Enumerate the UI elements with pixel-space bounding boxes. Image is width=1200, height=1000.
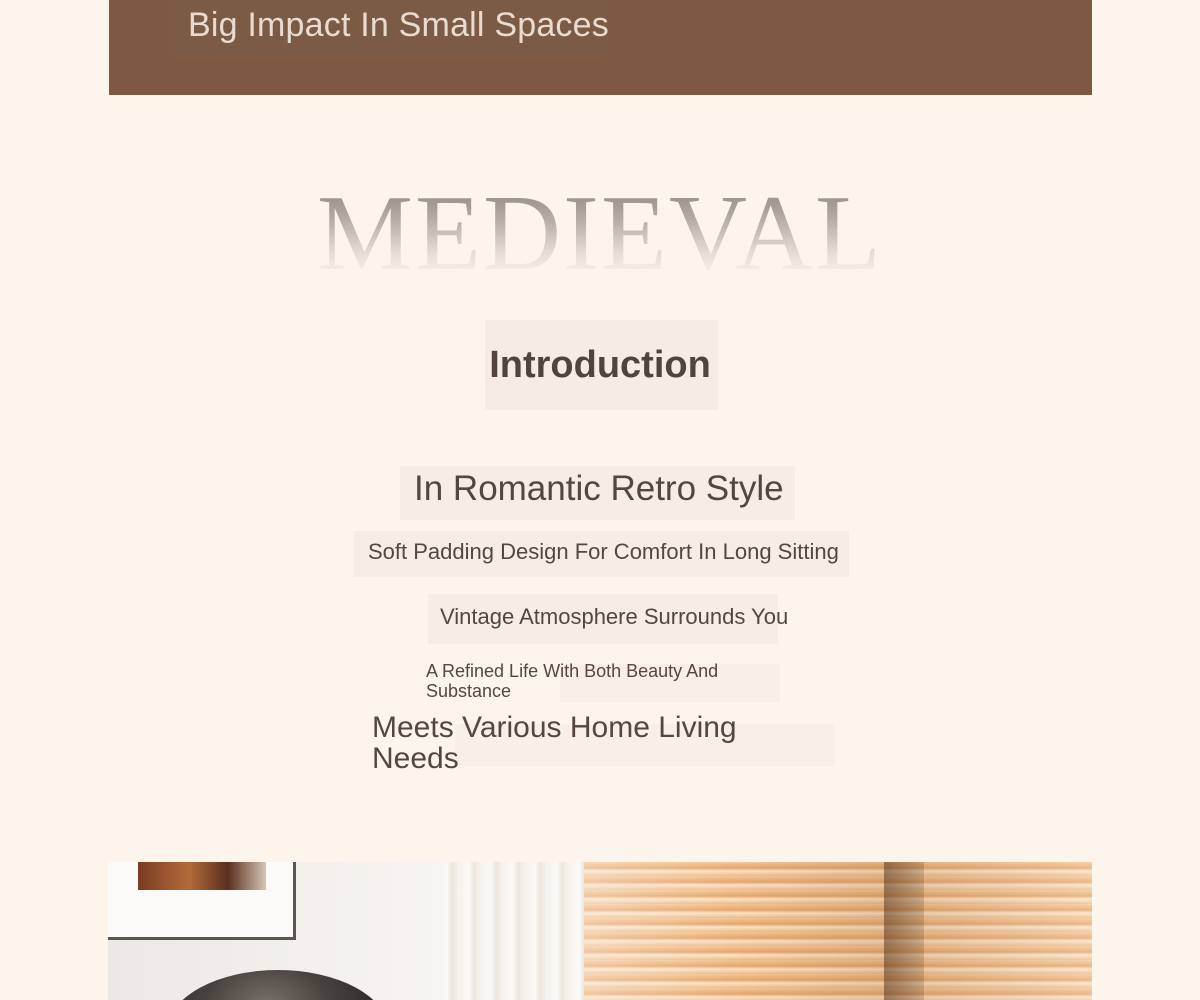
feature-line: A Refined Life With Both Beauty And Substance xyxy=(426,661,719,701)
wall-picture-art xyxy=(138,862,266,890)
hero-title: Big Impact In Small Spaces xyxy=(188,6,609,44)
brand-watermark-text: MEDIEVAL xyxy=(250,180,950,270)
sheer-curtain xyxy=(438,862,584,1000)
intro-heading: Introduction xyxy=(489,344,711,386)
window-light xyxy=(584,862,1092,1000)
feature-line: In Romantic Retro Style xyxy=(414,469,784,508)
wall-picture-frame xyxy=(108,862,296,940)
product-photo xyxy=(108,862,1092,1000)
feature-line: Vintage Atmosphere Surrounds You xyxy=(440,604,789,629)
feature-line: Soft Padding Design For Comfort In Long Sitting xyxy=(368,539,839,564)
brand-watermark xyxy=(250,170,950,270)
feature-line: Meets Various Home Living Needs xyxy=(372,711,737,775)
